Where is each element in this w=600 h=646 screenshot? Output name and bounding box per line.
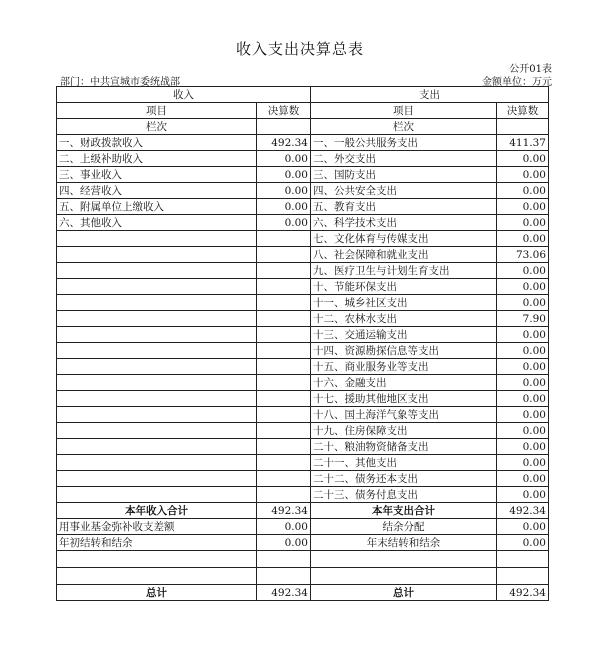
extra-right-label: 结余分配 [311, 519, 497, 535]
table-row [57, 423, 549, 439]
empty-cell [311, 568, 497, 585]
expense-item-value: 0.00 [497, 263, 549, 279]
empty-cell [257, 359, 311, 375]
empty-cell [257, 295, 311, 311]
empty-cell [57, 295, 257, 311]
expense-item-value: 0.00 [497, 199, 549, 215]
income-total-value: 492.34 [257, 503, 311, 519]
amount-unit-label: 金额单位：万元 [482, 77, 552, 88]
empty-cell [57, 375, 257, 391]
expense-item-value: 0.00 [497, 359, 549, 375]
expense-item-label: 二十三、债务付息支出 [311, 487, 497, 503]
income-expense-table [56, 86, 549, 601]
expense-item-label: 十四、资源勘探信息等支出 [311, 343, 497, 359]
expense-item-label: 十、节能环保支出 [311, 279, 497, 295]
empty-cell [257, 375, 311, 391]
expense-item-value: 0.00 [497, 487, 549, 503]
grand-total-left-value: 492.34 [257, 585, 311, 601]
income-item-label: 五、附属单位上缴收入 [57, 199, 257, 215]
grand-total-left-label: 总计 [57, 585, 257, 601]
income-item-value: 492.34 [257, 135, 311, 151]
expense-item-label: 二、外交支出 [311, 151, 497, 167]
blank-row [57, 568, 549, 585]
expense-section-header: 支出 [311, 87, 549, 103]
expense-item-label: 十二、农林水支出 [311, 311, 497, 327]
extra-right-label: 年末结转和结余 [311, 535, 497, 551]
empty-cell [257, 551, 311, 568]
expense-total-label: 本年支出合计 [311, 503, 497, 519]
expense-item-value: 0.00 [497, 439, 549, 455]
expense-item-value: 0.00 [497, 151, 549, 167]
income-amount-header: 决算数 [257, 103, 311, 119]
extra-left-value: 0.00 [257, 519, 311, 535]
expense-item-label: 二十一、其他支出 [311, 455, 497, 471]
expense-column-index: 栏次 [311, 119, 497, 135]
empty-cell [57, 487, 257, 503]
expense-item-label: 九、医疗卫生与计划生育支出 [311, 263, 497, 279]
expense-item-label: 二十二、债务还本支出 [311, 471, 497, 487]
expense-item-value: 0.00 [497, 231, 549, 247]
expense-item-label: 十八、国土海洋气象等支出 [311, 407, 497, 423]
empty-cell [257, 263, 311, 279]
expense-item-label: 三、国防支出 [311, 167, 497, 183]
empty-cell [257, 487, 311, 503]
expense-item-header: 项目 [311, 103, 497, 119]
table-row [57, 535, 549, 551]
expense-item-label: 二十、粮油物资储备支出 [311, 439, 497, 455]
table-row [57, 231, 549, 247]
expense-item-label: 八、社会保障和就业支出 [311, 247, 497, 263]
expense-item-label: 十六、金融支出 [311, 375, 497, 391]
empty-cell [57, 391, 257, 407]
empty-cell [57, 263, 257, 279]
empty-cell [257, 119, 311, 135]
expense-item-label: 六、科学技术支出 [311, 215, 497, 231]
expense-item-label: 七、文化体育与传媒支出 [311, 231, 497, 247]
table-row [57, 215, 549, 231]
expense-item-value: 0.00 [497, 471, 549, 487]
expense-item-label: 十三、交通运输支出 [311, 327, 497, 343]
grand-total-right-label: 总计 [311, 585, 497, 601]
empty-cell [257, 311, 311, 327]
empty-cell [257, 327, 311, 343]
table-row [57, 263, 549, 279]
expense-item-label: 十九、住房保障支出 [311, 423, 497, 439]
table-row [57, 247, 549, 263]
expense-item-value: 0.00 [497, 343, 549, 359]
empty-cell [257, 247, 311, 263]
empty-cell [57, 407, 257, 423]
table-row [57, 167, 549, 183]
empty-cell [497, 551, 549, 568]
empty-cell [57, 568, 257, 585]
table-row [57, 375, 549, 391]
empty-cell [57, 551, 257, 568]
empty-cell [57, 231, 257, 247]
extra-left-value: 0.00 [257, 535, 311, 551]
expense-item-label: 十一、城乡社区支出 [311, 295, 497, 311]
expense-item-value: 0.00 [497, 327, 549, 343]
extra-right-value: 0.00 [497, 535, 549, 551]
table-row [57, 439, 549, 455]
empty-cell [257, 279, 311, 295]
expense-item-label: 五、教育支出 [311, 199, 497, 215]
form-code: 公开01表 [509, 64, 552, 75]
income-item-value: 0.00 [257, 215, 311, 231]
income-item-label: 六、其他收入 [57, 215, 257, 231]
table-row [57, 359, 549, 375]
empty-cell [257, 423, 311, 439]
empty-cell [257, 231, 311, 247]
table-row [57, 519, 549, 535]
expense-item-value: 73.06 [497, 247, 549, 263]
income-item-label: 二、上级补助收入 [57, 151, 257, 167]
income-item-value: 0.00 [257, 167, 311, 183]
empty-cell [57, 471, 257, 487]
table-row [57, 135, 549, 151]
expense-amount-header: 决算数 [497, 103, 549, 119]
income-item-value: 0.00 [257, 199, 311, 215]
table-row [57, 279, 549, 295]
expense-item-value: 0.00 [497, 407, 549, 423]
expense-item-value: 0.00 [497, 167, 549, 183]
empty-cell [57, 359, 257, 375]
income-item-label: 四、经营收入 [57, 183, 257, 199]
empty-cell [57, 247, 257, 263]
expense-item-value: 0.00 [497, 295, 549, 311]
income-section-header: 收入 [57, 87, 311, 103]
empty-cell [257, 407, 311, 423]
empty-cell [257, 455, 311, 471]
table-row [57, 151, 549, 167]
empty-cell [57, 439, 257, 455]
expense-item-value: 0.00 [497, 183, 549, 199]
extra-left-label: 用事业基金弥补收支差额 [57, 519, 257, 535]
grand-total-row [57, 585, 549, 601]
empty-cell [497, 568, 549, 585]
expense-item-value: 411.37 [497, 135, 549, 151]
empty-cell [311, 551, 497, 568]
empty-cell [57, 279, 257, 295]
table-row [57, 471, 549, 487]
column-index-row [57, 119, 549, 135]
section-header-row [57, 87, 549, 103]
empty-cell [257, 391, 311, 407]
table-row [57, 327, 549, 343]
empty-cell [57, 311, 257, 327]
table-row [57, 199, 549, 215]
empty-cell [497, 119, 549, 135]
income-total-label: 本年收入合计 [57, 503, 257, 519]
expense-item-value: 0.00 [497, 455, 549, 471]
income-item-label: 三、事业收入 [57, 167, 257, 183]
empty-cell [57, 327, 257, 343]
table-row [57, 183, 549, 199]
income-item-label: 一、财政拨款收入 [57, 135, 257, 151]
grand-total-right-value: 492.34 [497, 585, 549, 601]
extra-right-value: 0.00 [497, 519, 549, 535]
expense-item-label: 一、一般公共服务支出 [311, 135, 497, 151]
empty-cell [257, 471, 311, 487]
expense-item-value: 0.00 [497, 279, 549, 295]
expense-item-label: 四、公共安全支出 [311, 183, 497, 199]
table-row [57, 311, 549, 327]
table-row [57, 487, 549, 503]
totals-row [57, 503, 549, 519]
expense-item-value: 0.00 [497, 215, 549, 231]
empty-cell [257, 439, 311, 455]
expense-total-value: 492.34 [497, 503, 549, 519]
expense-item-value: 0.00 [497, 423, 549, 439]
table-row [57, 343, 549, 359]
extra-left-label: 年初结转和结余 [57, 535, 257, 551]
empty-cell [257, 568, 311, 585]
empty-cell [257, 343, 311, 359]
expense-item-value: 0.00 [497, 391, 549, 407]
column-header-row [57, 103, 549, 119]
income-item-header: 项目 [57, 103, 257, 119]
department-label: 部门：中共宣城市委统战部 [60, 77, 180, 88]
blank-row [57, 551, 549, 568]
income-item-value: 0.00 [257, 183, 311, 199]
table-row [57, 455, 549, 471]
expense-item-value: 0.00 [497, 375, 549, 391]
table-row [57, 407, 549, 423]
empty-cell [57, 455, 257, 471]
income-item-value: 0.00 [257, 151, 311, 167]
expense-item-label: 十五、商业服务业等支出 [311, 359, 497, 375]
table-row [57, 295, 549, 311]
empty-cell [57, 423, 257, 439]
expense-item-value: 7.90 [497, 311, 549, 327]
income-column-index: 栏次 [57, 119, 257, 135]
table-row [57, 391, 549, 407]
expense-item-label: 十七、援助其他地区支出 [311, 391, 497, 407]
empty-cell [57, 343, 257, 359]
page-title: 收入支出决算总表 [235, 40, 364, 58]
